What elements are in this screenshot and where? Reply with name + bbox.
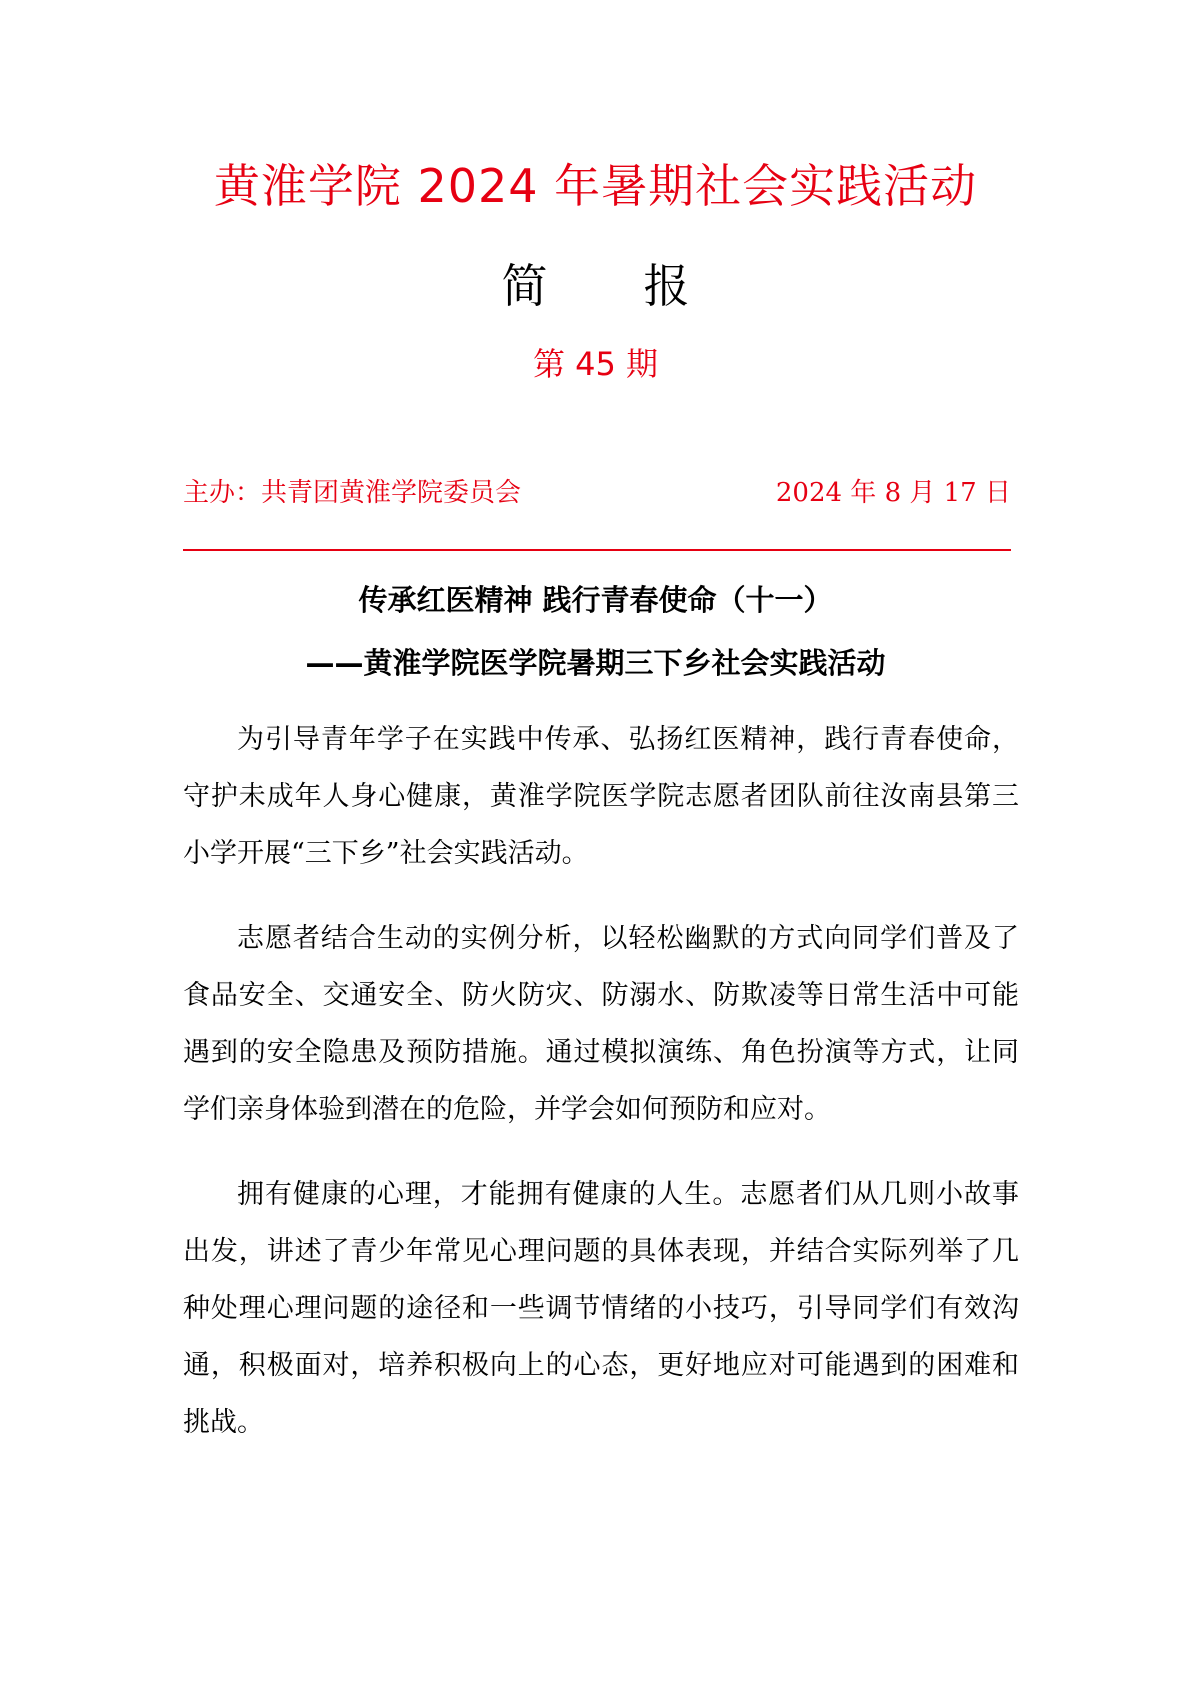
issue-number: 第 45 期 bbox=[532, 345, 659, 383]
bulletin-heading-char-2: 报 bbox=[643, 259, 690, 313]
bulletin-heading bbox=[0, 258, 1191, 314]
sponsor-row bbox=[183, 475, 1011, 511]
article-paragraph: 志愿者结合生动的实例分析，以轻松幽默的方式向同学们普及了食品安全、交通安全、防火防灾、防溺水、防欺凌等日常生活中可能遇到的安全隐患及预防措施。通过模拟演练、角色扮演等方式，让同学们亲身体验到潜在的危险，并学会如何预防和应对。 bbox=[183, 923, 1019, 1125]
red-divider bbox=[183, 549, 1011, 551]
bulletin-heading-char-1: 简 bbox=[501, 259, 548, 313]
article-paragraph: 为引导青年学子在实践中传承、弘扬红医精神，践行青春使命，守护未成年人身心健康，黄淮学院医学院志愿者团队前往汝南县第三小学开展“三下乡”社会实践活动。 bbox=[183, 724, 1019, 869]
article-body bbox=[183, 711, 1019, 1479]
sponsor-text: 主办：共青团黄淮学院委员会 bbox=[183, 478, 522, 508]
article-paragraph: 拥有健康的心理，才能拥有健康的人生。志愿者们从几则小故事出发，讲述了青少年常见心理问题的具体表现，并结合实际列举了几种处理心理问题的途径和一些调节情绪的小技巧，引导同学们有效沟通，积极面对，培养积极向上的心态，更好地应对可能遇到的困难和挑战。 bbox=[183, 1179, 1019, 1438]
article-title: 传承红医精神 践行青春使命（十一） bbox=[358, 583, 833, 617]
masthead-title: 黄淮学院 2024 年暑期社会实践活动 bbox=[213, 159, 978, 213]
issue-date: 2024 年 8 月 17 日 bbox=[775, 478, 1011, 508]
article-subtitle: ——黄淮学院医学院暑期三下乡社会实践活动 bbox=[305, 646, 886, 680]
